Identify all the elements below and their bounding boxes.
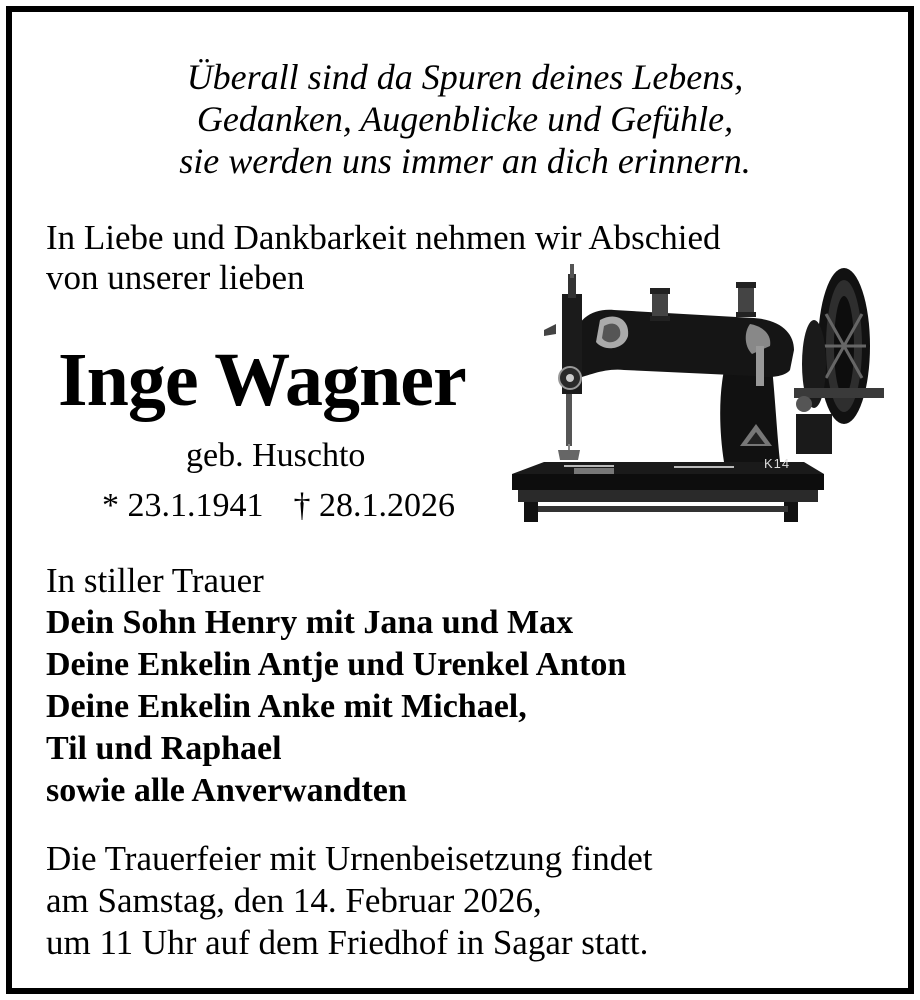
family-line: sowie alle Anverwandten: [46, 772, 407, 809]
birth-date: * 23.1.1941: [102, 487, 264, 524]
maiden-name: geb. Huschto: [186, 437, 366, 474]
family-line: Deine Enkelin Anke mit Michael,: [46, 688, 527, 725]
ceremony-line: am Samstag, den 14. Februar 2026,: [46, 881, 542, 920]
verse-line: Überall sind da Spuren deines Lebens,: [186, 57, 744, 97]
mourning-heading: In stiller Trauer: [46, 561, 264, 600]
life-dates: [102, 486, 455, 526]
intro-line: von unserer lieben: [46, 258, 305, 297]
family-line: Deine Enkelin Antje und Urenkel Anton: [46, 646, 627, 683]
ceremony-line: um 11 Uhr auf dem Friedhof in Sagar statt.: [46, 923, 649, 962]
sewing-machine-icon: [504, 254, 888, 536]
family-line: Til und Raphael: [46, 730, 282, 767]
death-date: † 28.1.2026: [293, 487, 455, 524]
verse-line: Gedanken, Augenblicke und Gefühle,: [196, 99, 734, 139]
family-list: [46, 602, 626, 812]
deceased-name: Inge Wagner: [58, 338, 466, 422]
intro-line: In Liebe und Dankbarkeit nehmen wir Abschied: [46, 218, 721, 257]
ceremony-info: [46, 838, 652, 964]
verse-line: sie werden uns immer an dich erinnern.: [179, 141, 751, 181]
ceremony-line: Die Trauerfeier mit Urnenbeisetzung findet: [46, 839, 653, 878]
family-line: Dein Sohn Henry mit Jana und Max: [46, 604, 574, 641]
memorial-verse: [42, 56, 888, 182]
machine-label: K14: [764, 456, 791, 471]
